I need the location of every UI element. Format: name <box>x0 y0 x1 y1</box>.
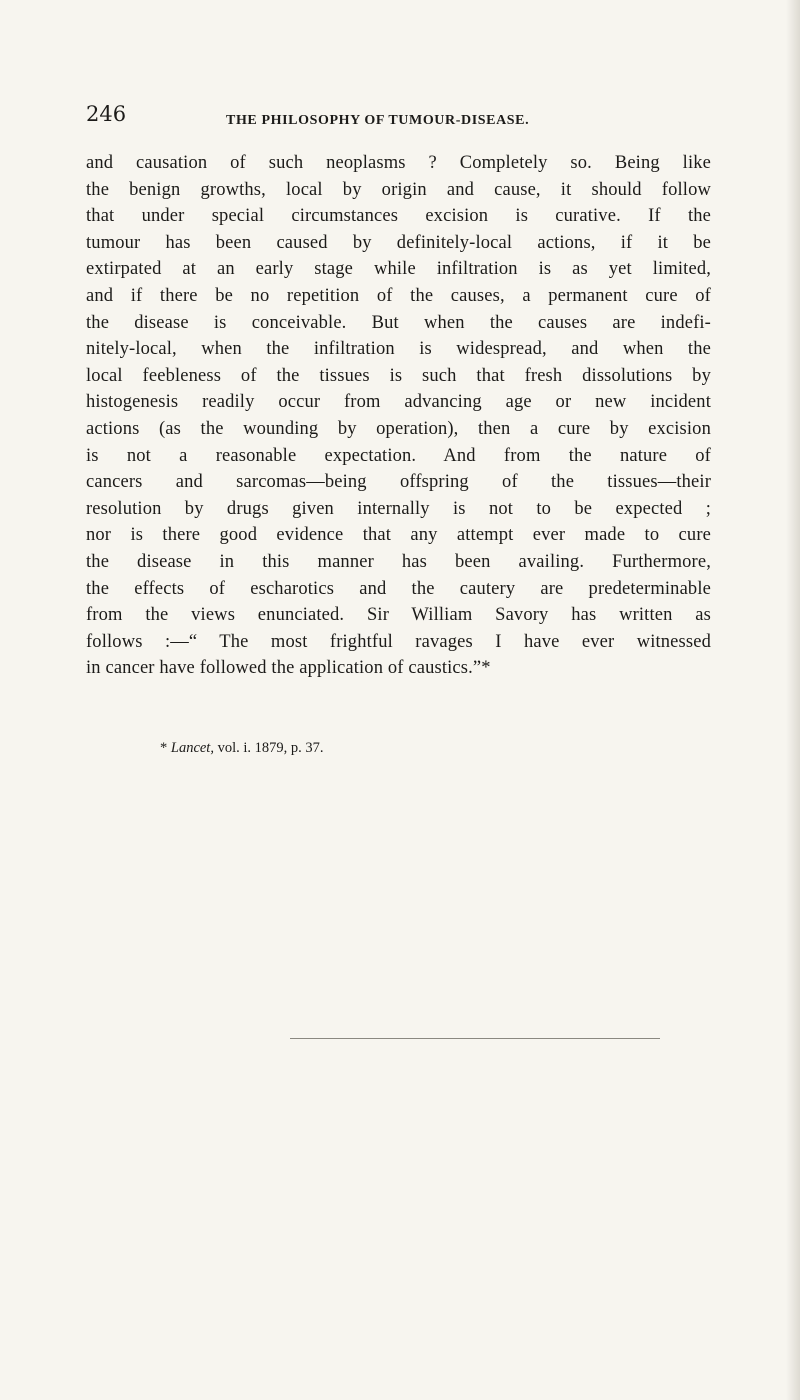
text-line: is not a reasonable expectation. And from the nature of <box>86 445 711 466</box>
text-line: cancers and sarcomas—being offspring of the tissues—their <box>86 472 711 493</box>
text-line: tumour has been caused by definitely-local actions, if it be <box>86 232 711 253</box>
text-line: from the views enunciated. Sir William Savory has written as <box>86 605 711 626</box>
page-edge-shadow <box>786 0 800 1400</box>
text-line: nor is there good evidence that any attempt ever made to cure <box>86 525 711 546</box>
text-line: follows :—“ The most frightful ravages I have ever witnessed <box>86 631 711 652</box>
text-line: and causation of such neoplasms ? Completely so. Being like <box>86 153 711 173</box>
horizontal-rule <box>290 1038 660 1039</box>
text-line: actions (as the wounding by operation), then a cure by excision <box>86 418 711 439</box>
body-text <box>86 150 711 682</box>
text-line: nitely-local, when the infiltration is widespread, and when the <box>86 339 711 360</box>
text-line: the benign growths, local by origin and cause, it should follow <box>86 179 711 200</box>
running-head <box>86 102 716 132</box>
text-line: in cancer have followed the application of caustics.”* <box>86 658 491 679</box>
text-line: extirpated at an early stage while infiltration is as yet limited, <box>86 259 711 280</box>
text-line: and if there be no repetition of the causes, a permanent cure of <box>86 285 711 306</box>
text-line: resolution by drugs given internally is not to be expected ; <box>86 498 711 519</box>
text-line: the disease in this manner has been availing. Furthermore, <box>86 551 711 572</box>
footnote-marker: * <box>160 740 168 756</box>
footnote-source: Lancet, <box>170 740 214 756</box>
text-line: that under special circumstances excision is curative. If the <box>86 206 711 227</box>
page-number: 246 <box>86 102 127 126</box>
running-title: THE PHILOSOPHY OF TUMOUR-DISEASE. <box>226 113 530 128</box>
text-line: histogenesis readily occur from advancing age or new incident <box>86 392 711 413</box>
text-line: the effects of escharotics and the cautery are predeterminable <box>86 578 711 599</box>
footnote-citation: vol. i. 1879, p. 37. <box>217 740 324 756</box>
text-line: the disease is conceivable. But when the causes are indefi- <box>86 312 711 333</box>
footnote <box>160 740 324 757</box>
text-line: local feebleness of the tissues is such that fresh dissolutions by <box>86 365 711 386</box>
